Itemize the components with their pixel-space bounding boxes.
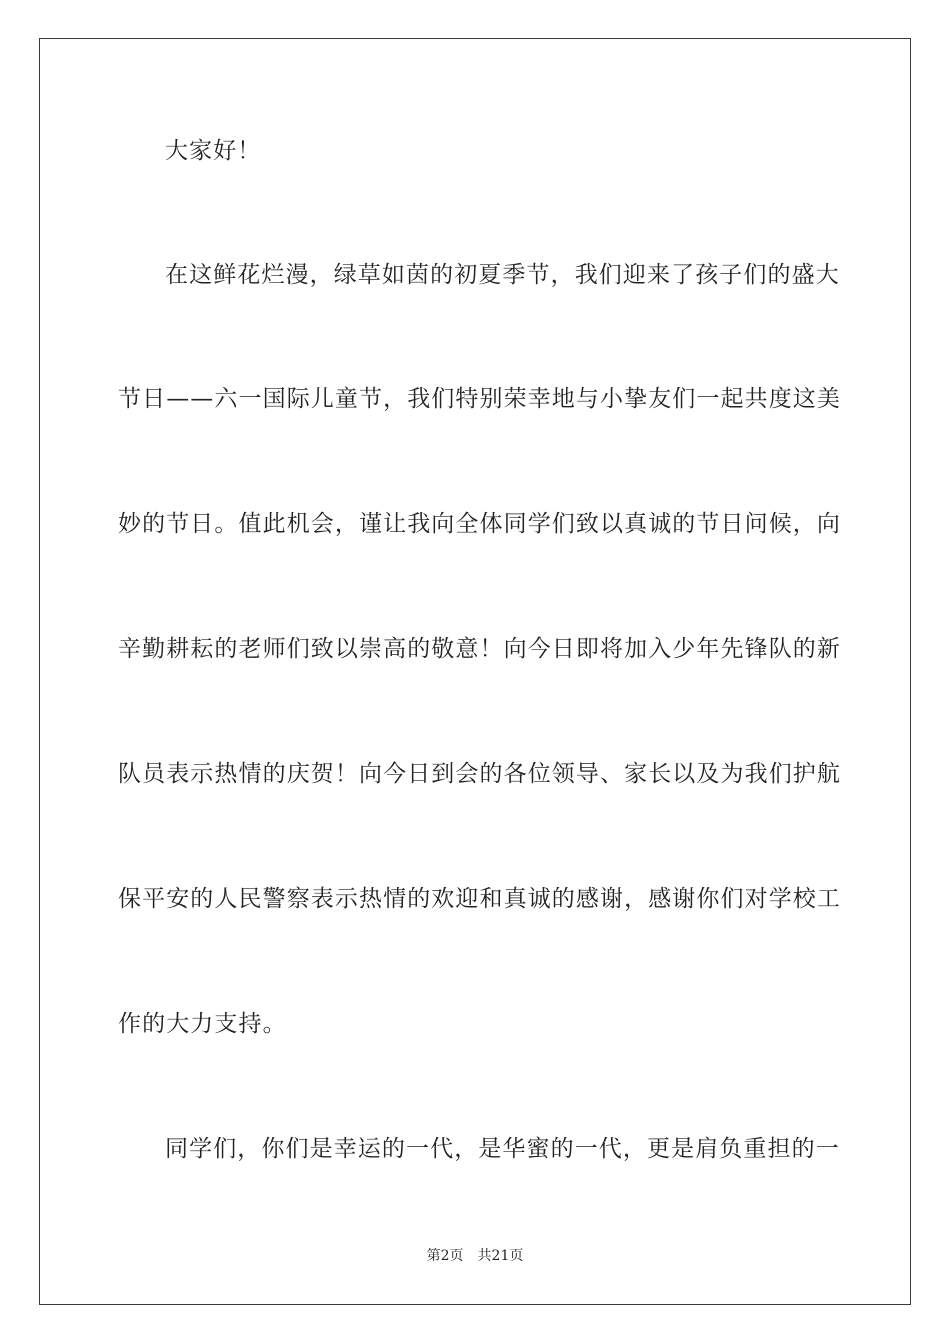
page-border (39, 38, 911, 1305)
page-footer (0, 1247, 950, 1265)
paragraph-2-line-1: 同学们，你们是幸运的一代，是华蜜的一代，更是肩负重担的一 (165, 1136, 840, 1162)
paragraph-1-line-4: 辛勤耕耘的老师们致以崇高的敬意！向今日即将加入少年先锋队的新 (118, 636, 841, 662)
page-total: 共21页 (477, 1248, 524, 1264)
page-number: 第2页 (426, 1248, 464, 1264)
paragraph-1-line-1: 在这鲜花烂漫，绿草如茵的初夏季节，我们迎来了孩子们的盛大 (165, 262, 840, 288)
paragraph-1-line-2: 节日——六一国际儿童节，我们特别荣幸地与小挚友们一起共度这美 (118, 386, 841, 412)
greeting-line: 大家好！ (165, 138, 262, 164)
paragraph-1-line-6: 保平安的人民警察表示热情的欢迎和真诚的感谢，感谢你们对学校工 (118, 886, 841, 912)
paragraph-1-line-7: 作的大力支持。 (118, 1011, 287, 1037)
paragraph-1-line-3: 妙的节日。值此机会，谨让我向全体同学们致以真诚的节日问候，向 (118, 511, 841, 537)
paragraph-1-line-5: 队员表示热情的庆贺！向今日到会的各位领导、家长以及为我们护航 (118, 761, 841, 787)
